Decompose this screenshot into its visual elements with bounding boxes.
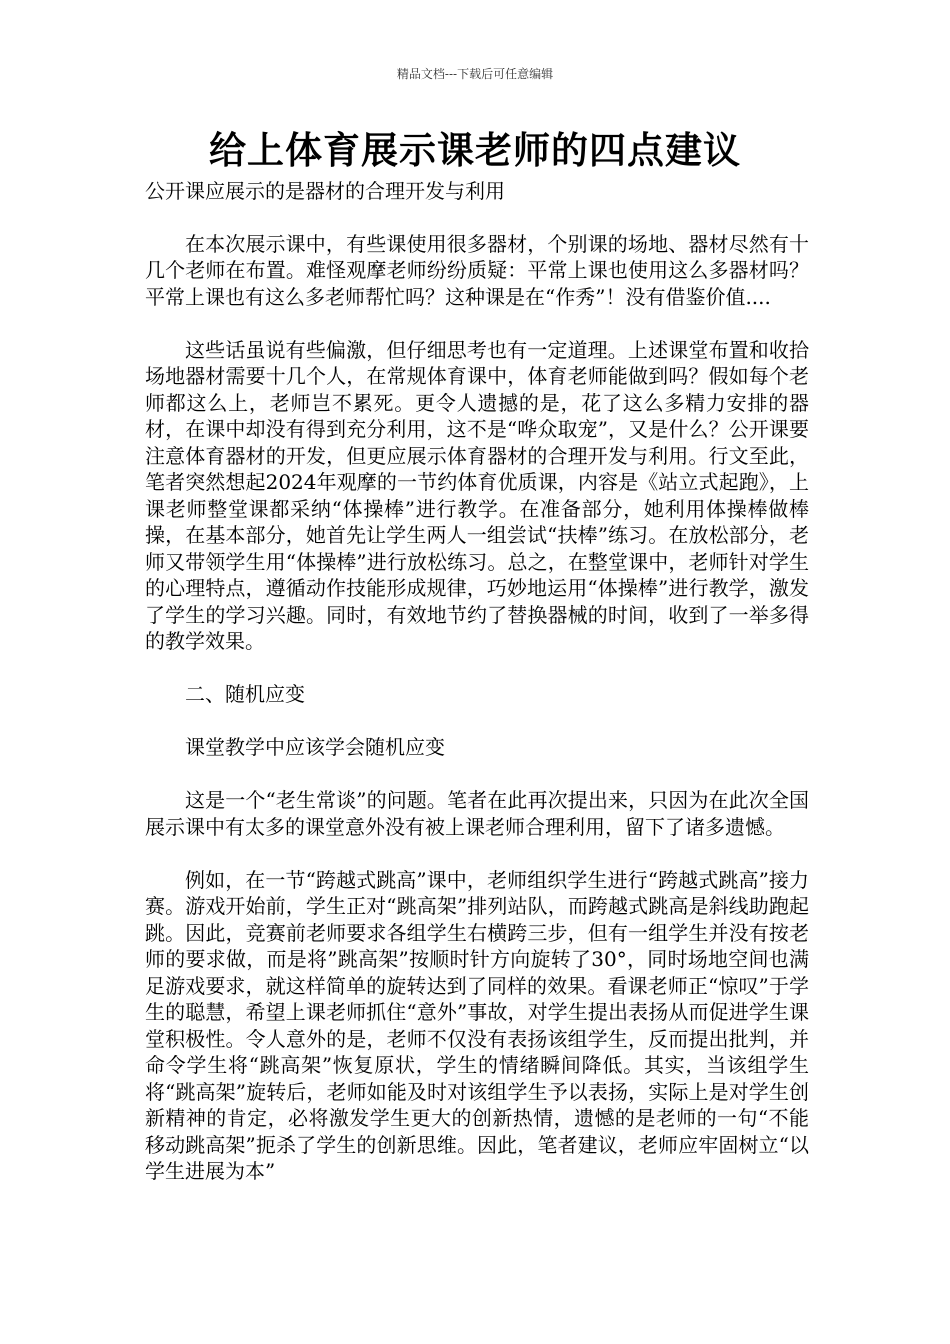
- document-body: [145, 178, 809, 1211]
- paragraph: 这些话虽说有些偏激，但仔细思考也有一定道理。上述课堂布置和收拾场地器材需要十几个人，在常规体育课中，体育老师能做到吗？假如每个老师都这么上，老师岂不累死。更令人遗撼的是，花了这么多精力安排的器材，在课中却没有得到充分利用，这不是“哗众取宠”，又是什么？公开课要注意体育器材的开发，但更应展示体育器材的合理开发与利用。行文至此，笔者突然想起2024年观摩的一节约体育优质课，内容是《站立式起跑》，上课老师整堂课都采纳“体操棒”进行教学。在准备部分，她利用体操棒做棒操，在基本部分，她首先让学生两人一组尝试“扶棒”练习。在放松部分，老师又带领学生用“体操棒”进行放松练习。总之，在整堂课中，老师针对学生的心理特点，遵循动作技能形成规律，巧妙地运用“体操棒”进行教学，激发了学生的学习兴趣。同时，有效地节约了替换器械的时间，收到了一举多得的教学效果。: [145, 337, 809, 653]
- paragraph: 在本次展示课中，有些课使用很多器材，个别课的场地、器材尽然有十几个老师在布置。难怪观摩老师纷纷质疑：平常上课也使用这么多器材吗？平常上课也有这么多老师帮忙吗？这种课是在“作秀”！没有借鉴价值....: [145, 231, 809, 309]
- paragraph: 这是一个“老生常谈”的问题。笔者在此再次提出来，只因为在此次全国展示课中有太多的课堂意外没有被上课老师合理利用，留下了诸多遗憾。: [145, 788, 809, 839]
- section-subtitle: 公开课应展示的是器材的合理开发与利用: [145, 179, 505, 203]
- section-heading: 二、随机应变: [185, 682, 305, 706]
- section-subheading: 课堂教学中应该学会随机应变: [185, 735, 445, 759]
- header-note: 精品文档---下载后可任意编辑: [396, 67, 554, 81]
- paragraph: 例如，在一节“跨越式跳高”课中，老师组织学生进行“跨越式跳高”接力赛。游戏开始前，学生正对“跳高架”排列站队，而跨越式跳高是斜线助跑起跳。因此，竞赛前老师要求各组学生右横跨三步，但有一组学生并没有按老师的要求做，而是将”跳高架”按顺时针方向旋转了30°，同时场地空间也满足游戏要求，就这样简单的旋转达到了同样的效果。看课老师正“惊叹”于学生的聪慧，希望上课老师抓住“意外”事故，对学生提出表扬从而促进学生课堂积极性。令人意外的是，老师不仅没有表扬该组学生，反而提出批判，并命令学生将“跳高架”恢复原状，学生的情绪瞬间降低。其实，当该组学生将“跳高架”旋转后，老师如能及时对该组学生予以表扬，实际上是对学生创新精神的肯定，必将激发学生更大的创新热情，遗憾的是老师的一句“不能移动跳高架”扼杀了学生的创新思维。因此，笔者建议，老师应牢固树立“以学生进展为本”: [145, 867, 809, 1183]
- document-title: 给上体育展示课老师的四点建议: [209, 128, 741, 172]
